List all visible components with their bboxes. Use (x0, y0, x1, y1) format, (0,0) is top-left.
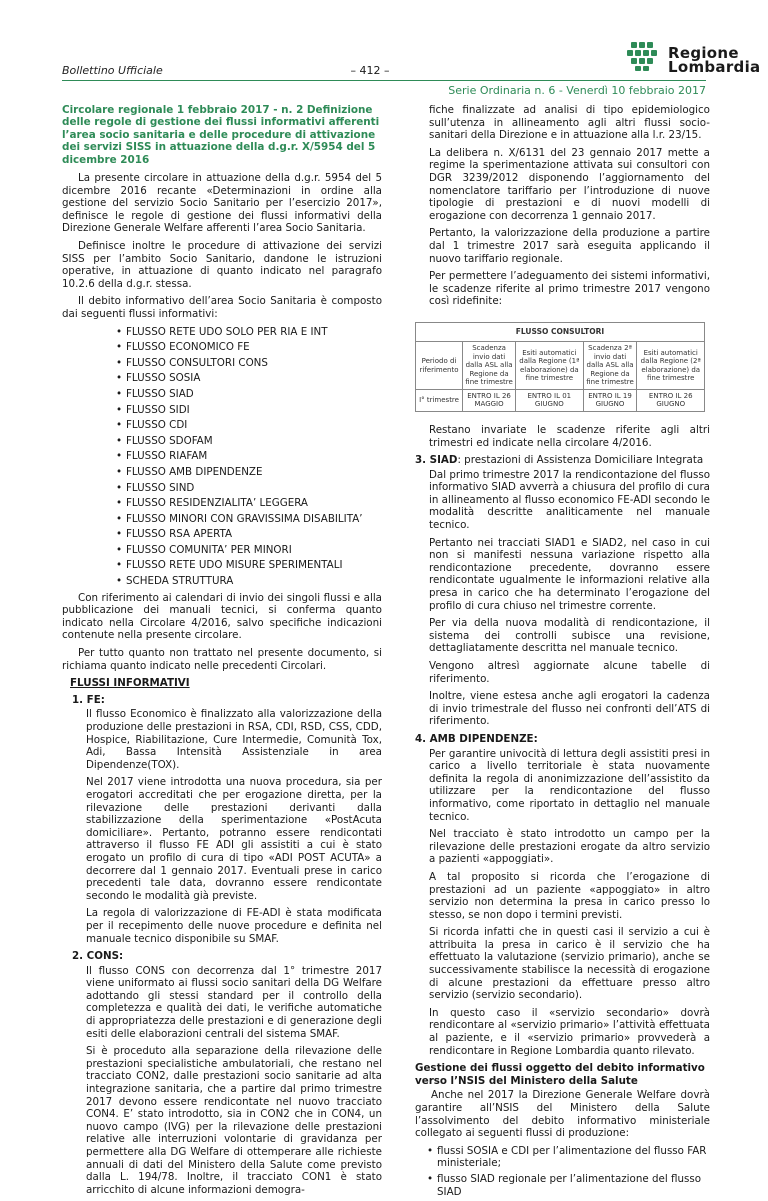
paragraph: La delibera n. X/6131 del 23 gennaio 2017 mette a regime la sperimentazione attivata sui consultori con DGR 3239/2012 disponendo l’aggiornamento del nomenclatore tariffario per l’introduzione di nuove tipologie di prestazioni e di nuovi modelli di erogazione con decorrenza 1 gennaio 2017. (429, 146, 710, 222)
table-header-cell: Periodo di riferimento (416, 342, 463, 390)
paragraph: Per tutto quanto non trattato nel presente documento, si richiama quanto indicato nelle precedenti Circolari. (62, 647, 382, 672)
paragraph: Per garantire univocità di lettura degli assistiti presi in carico a livello territoriale è stata nuovamente definita la regola di anonimizzazione dell’assistito da utilizzare per la rendicontazione del flusso informativo, come riportato in dettaglio nel manuale tecnico. (429, 747, 710, 823)
paragraph: Per permettere l’adeguamento dei sistemi informativi, le scadenze riferite al primo trimestre 2017 vengono così ridefinite: (429, 270, 710, 308)
item-body-amb (415, 748, 710, 1058)
paragraph: Per via della nuova modalità di rendicontazione, il sistema dei controlli subisce una revisione, dettagliatamente descritta nel manuale tecnico. (429, 617, 710, 655)
list-item: • FLUSSO SIDI (126, 404, 382, 417)
publication-name: Bollettino Ufficiale (62, 64, 163, 77)
table-header-cell: Esiti automatici dalla Regione (2ª elaborazione) da fine trimestre (637, 342, 705, 390)
table-cell: ENTRO IL 26 MAGGIO (463, 389, 516, 411)
list-item: • FLUSSO CONSULTORI CONS (126, 357, 382, 370)
consultori-deadlines-table (415, 322, 705, 412)
list-item: • FLUSSO RIAFAM (126, 450, 382, 463)
list-item: • SCHEDA STRUTTURA (126, 575, 382, 588)
item-heading-fe: 1. FE: (72, 693, 105, 706)
list-item: • FLUSSO SDOFAM (126, 435, 382, 448)
paragraph: Il flusso CONS con decorrenza dal 1° trimestre 2017 viene uniformato ai flussi socio sanitari della DG Welfare adottando gli stessi standard per il controllo della completezza e qualità dei dati, le verifiche automatiche di appropriatezza delle prestazioni e di generazione degli esiti delle elaborazioni centrali del sistema SMAF. (86, 964, 382, 1040)
item-heading-cons: 2. CONS: (72, 950, 124, 963)
list-item: • FLUSSO RSA APERTA (126, 528, 382, 541)
cons-continuation (415, 104, 710, 308)
left-column (62, 104, 382, 1201)
table-cell: I° trimestre (416, 389, 463, 411)
paragraph: Restano invariate le scadenze riferite agli altri trimestri ed indicate nella circolare 4/2016. (429, 423, 710, 449)
paragraph: La regola di valorizzazione di FE-ADI è stata modificata per il recepimento delle nuove procedure e definita nel manuale tecnico disponibile su SMAF. (86, 907, 382, 945)
paragraph: A tal proposito si ricorda che l’erogazione di prestazioni ad un paziente «appoggiato» in altro servizio non determina la presa in carico presso lo stesso, se non dopo i termini previsti. (429, 870, 710, 921)
table-cell: ENTRO IL 26 GIUGNO (637, 389, 705, 411)
paragraph: Dal primo trimestre 2017 la rendicontazione del flusso informativo SIAD avverrà a chiusura del profilo di cura in allineamento al flusso economico FE-ADI secondo le modalità descritte analiticamente nel manuale tecnico. (429, 468, 710, 532)
list-item: • FLUSSO SIAD (126, 388, 382, 401)
page-header (0, 0, 768, 100)
list-item: • flusso SIAD regionale per l’alimentazione del flusso SIAD (437, 1173, 710, 1198)
list-item: • FLUSSO RETE UDO SOLO PER RIA E INT (126, 326, 382, 339)
list-item: • FLUSSO COMUNITA’ PER MINORI (126, 544, 382, 557)
paragraph: Il debito informativo dell’area Socio Sanitaria è composto dai seguenti flussi informativi: (62, 295, 382, 320)
paragraph: fiche finalizzate ad analisi di tipo epidemiologico sull’utenza in allineamento agli altri flussi socio-sanitari della Direzione e in attuazione alla l.r. 23/15. (429, 104, 710, 142)
paragraph: Con riferimento ai calendari di invio dei singoli flussi e alla pubblicazione dei manuali tecnici, si conferma quanto indicato nella Circolare 4/2016, salvo specifiche indicazioni contenute nella presente circolare. (62, 591, 382, 642)
paragraph: Il flusso Economico è finalizzato alla valorizzazione della produzione delle prestazioni in RSA, CDI, RSD, CSS, CDD, Hospice, Riabilitazione, Cure Intermedie, Comunità Tox, Adi, Bassa Intensità Assistenziale in area Dipendenze(TOX). (86, 708, 382, 771)
table-header-cell: Scadenza 2ª invio dati dalla ASL alla Regione da fine trimestre (583, 342, 637, 390)
list-item: • FLUSSO RESIDENZIALITA’ LEGGERA (126, 497, 382, 510)
siad-subtitle: : prestazioni di Assistenza Domiciliare Integrata (457, 454, 704, 467)
paragraph: Nel tracciato è stato introdotto un campo per la rilevazione delle prestazioni erogate da altro servizio a pazienti «appoggiati». (429, 828, 710, 866)
regione-lombardia-logo-icon (626, 40, 658, 72)
table-header-cell: Scadenza invio dati dalla ASL alla Regione da fine trimestre (463, 342, 516, 390)
section-heading-nsis: Gestione dei flussi oggetto del debito informativo verso l’NSIS del Ministero della Salute (415, 1062, 705, 1087)
list-item: • FLUSSO RETE UDO MISURE SPERIMENTALI (126, 559, 382, 572)
flow-list (62, 326, 382, 588)
series-info: Serie Ordinaria n. 6 - Venerdì 10 febbraio 2017 (448, 84, 706, 97)
item-body-fe (62, 708, 382, 945)
paragraph: Inoltre, viene estesa anche agli erogatori la cadenza di invio trimestrale del flusso nei confronti dell’ATS di riferimento. (429, 690, 710, 728)
siad-label: 3. SIAD (415, 454, 458, 467)
paragraph: Si ricorda infatti che in questi casi il servizio a cui è attribuita la presa in carico è il servizio che ha effettuato la valutazione (servizio primario), anche se successivamente stabilisce la necessità di erogazione di alcune prestazioni da effettuare presso altro servizio (servizio secondario). (429, 926, 710, 1002)
list-item: • FLUSSO AMB DIPENDENZE (126, 466, 382, 479)
right-column (415, 104, 710, 1201)
logo-text-lombardia: Lombardia (668, 58, 761, 76)
item-heading-amb: 4. AMB DIPENDENZE: (415, 732, 538, 745)
paragraph: Pertanto nei tracciati SIAD1 e SIAD2, nel caso in cui non si manifesti nessuna variazione rispetto alla rendicontazione precedente, dovranno essere rendicontate ugualmente le informazioni relative alla presa in carico che ha determinato l’erogazione del profilo di cura chiuso nel trimestre corrente. (429, 536, 710, 612)
list-item: • FLUSSO SIND (126, 482, 382, 495)
section-heading: FLUSSI INFORMATIVI (70, 677, 190, 690)
list-item: • FLUSSO ECONOMICO FE (126, 341, 382, 354)
list-item: • FLUSSO MINORI CON GRAVISSIMA DISABILITA’ (126, 513, 382, 526)
table-header-row (416, 342, 705, 390)
nsis-flow-list (415, 1145, 710, 1198)
regione-lombardia-logo (626, 36, 761, 80)
page-number: – 412 – (350, 64, 390, 77)
header-rule (62, 80, 706, 81)
table-caption: FLUSSO CONSULTORI (416, 322, 705, 342)
table-header-cell: Esiti automatici dalla Regione (1ª elaborazione) da fine trimestre (516, 342, 584, 390)
table-cell: ENTRO IL 01 GIUGNO (516, 389, 584, 411)
item-body-cons (62, 965, 382, 1197)
list-item: • FLUSSO SOSIA (126, 372, 382, 385)
document-title: Circolare regionale 1 febbraio 2017 - n. 2 Definizione delle regole di gestione dei flussi informativi afferenti l’area socio sanitaria e delle procedure di attivazione dei servizi SISS in attuazione della d.g.r. X/5954 del 5 dicembre 2016 (62, 104, 380, 166)
paragraph: La presente circolare in attuazione della d.g.r. 5954 del 5 dicembre 2016 recante «Determinazioni in ordine alla gestione del servizio Socio Sanitario per l’esercizio 2017», definisce le regole di gestione dei flussi informativi della Direzione Generale Welfare afferenti l’area Socio Sanitaria. (62, 172, 382, 235)
paragraph: Definisce inoltre le procedure di attivazione dei servizi SISS per l’ambito Socio Sanitario, dandone le istruzioni operative, in attuazione di quanto indicato nel paragrafo 10.2.6 della d.g.r. stessa. (62, 240, 382, 290)
paragraph: Nel 2017 viene introdotta una nuova procedura, sia per erogatori accreditati che per erogazione diretta, per la rilevazione delle prestazioni derivanti dalla stabilizzazione della sperimentazione «PostAcuta domiciliare». Pertanto, potranno essere rendicontati attraverso il flusso FE ADI gli assistiti a cui è stato erogato un profilo di cura di tipo «ADI POST ACUTA» a decorrere dal 1 gennaio 2017. Eventuali prese in carico precedenti tale data, dovranno essere rendicontate secondo le modalità già previste. (86, 776, 382, 902)
table-cell: ENTRO IL 19 GIUGNO (583, 389, 637, 411)
paragraph: In questo caso il «servizio secondario» dovrà rendicontare al «servizio primario» l’attività effettuata al paziente, e il «servizio primario» provvederà a rendicontare in Regione Lombardia quanto rilevato. (429, 1006, 710, 1057)
list-item: • flussi SOSIA e CDI per l’alimentazione del flusso FAR ministeriale; (437, 1145, 710, 1170)
logo-text-regione: Regione (668, 44, 739, 62)
paragraph: Si è proceduto alla separazione della rilevazione delle prestazioni specialistiche ambulatoriali, che restano nel tracciato CON2, dalle prestazioni socio sanitarie ad alta integrazione sanitaria, che a partire dal primo trimestre 2017 devono essere rendicontate nel nuovo tracciato CON4. E’ stato introdotto, sia in CON2 che in CON4, un nuovo campo (IVG) per la rilevazione delle prestazioni relative alle interruzioni volontarie di gravidanza per permettere alla DG Welfare di ottemperare alle richieste annuali di dati del Ministero della Salute come previsto dalla L. 194/78. Inoltre, il tracciato CON1 è stato arricchito di alcune informazioni demogra- (86, 1045, 382, 1196)
item-heading-siad (415, 454, 710, 467)
item-body-siad (415, 469, 710, 728)
table-row (416, 389, 705, 411)
paragraph: Anche nel 2017 la Direzione Generale Welfare dovrà garantire all’NSIS del Ministero della Salute l’assolvimento del debito informativo ministeriale collegato ai seguenti flussi di produzione: (415, 1089, 710, 1140)
paragraph: Vengono altresì aggiornate alcune tabelle di riferimento. (429, 660, 710, 685)
list-item: • FLUSSO CDI (126, 419, 382, 432)
paragraph: Pertanto, la valorizzazione della produzione a partire dal 1 trimestre 2017 sarà eseguita applicando il nuovo tariffario regionale. (429, 227, 710, 265)
cons-closing (415, 424, 710, 449)
